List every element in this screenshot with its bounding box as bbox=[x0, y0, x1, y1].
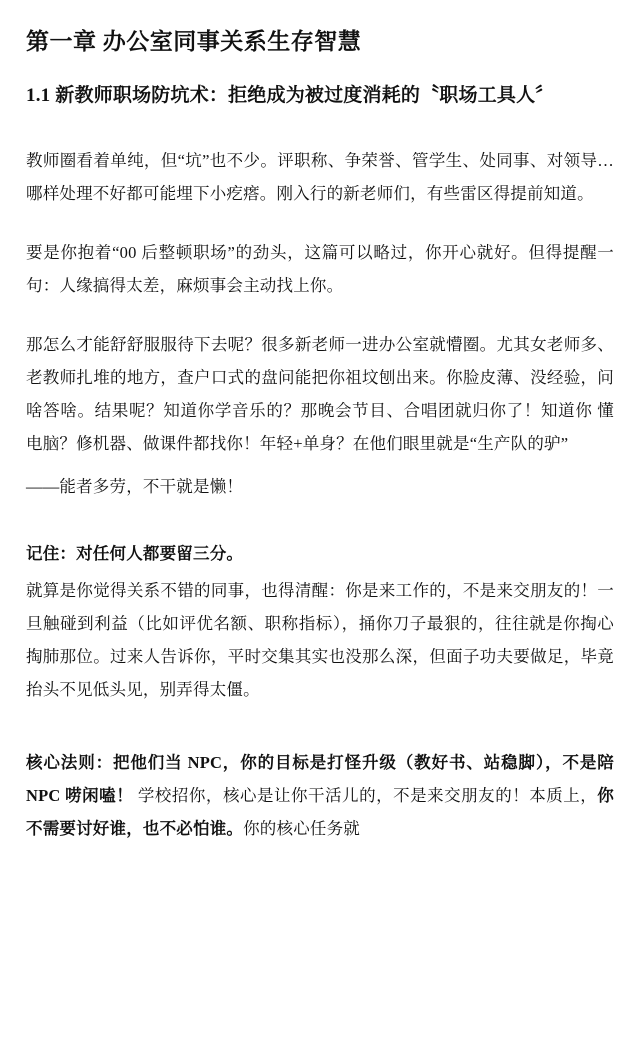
rule-one-lead: 记住：对任何人都要留三分。 bbox=[26, 543, 244, 563]
rule-two-body-part1: 学校招你，核心是让你干活儿的，不是来交朋友的！本质上， bbox=[133, 785, 598, 805]
body-paragraph: 教师圈看着单纯，但“坑”也不少。评职称、争荣誉、管学生、处同事、对领导…哪样处理不好都可能埋下小疙瘩。刚入行的新老师们，有些雷区得提前知道。 bbox=[26, 150, 614, 203]
rule-two-lead: 核心法则：把他们当 NPC，你的目标是打怪升级（教好书、站稳脚），不是陪 NPC 唠闲嗑！ bbox=[26, 752, 614, 805]
body-paragraph: 那怎么才能舒舒服服待下去呢？很多新老师一进办公室就懵圈。尤其女老师多、老教师扎堆的地方，查户口式的盘问能把你祖坟刨出来。你脸皮薄、没经验，问啥答啥。结果呢？知道你学音乐的？那晚会节目、合唱团就归你了！知道你 懂电脑？修机器、做课件都找你！年轻+单身？在他们眼里就是“生产队的驴” bbox=[26, 334, 614, 453]
section-spacer bbox=[26, 732, 614, 746]
rule-two-block bbox=[26, 746, 614, 845]
chapter-title: 第一章 办公室同事关系生存智慧 bbox=[26, 29, 362, 54]
section-title: 1.1 新教师职场防坑术：拒绝成为被过度消耗的〝职场工具人〞 bbox=[26, 85, 555, 107]
body-paragraph-dash: ——能者多劳，不干就是懒！ bbox=[26, 476, 244, 496]
rule-two-body-emphasis: 你不需要讨好谁，也不必怕谁。 bbox=[26, 785, 614, 838]
rule-two-body-part2: 你的核心任务就 bbox=[243, 818, 361, 838]
rule-one-body: 就算是你觉得关系不错的同事，也得清醒：你是来工作的，不是来交朋友的！一旦触碰到利益（比如评优名额、职称指标），捅你刀子最狠的，往往就是你掏心掏肺那位。过来人告诉你，平时交集其实也没那么深，但面子功夫要做足，毕竟抬头不见低头见，别弄得太僵。 bbox=[26, 580, 614, 699]
body-paragraph: 要是你抱着“00 后整顿职场”的劲头，这篇可以略过，你开心就好。但得提醒一句：人缘搞得太差，麻烦事会主动找上你。 bbox=[26, 242, 614, 295]
